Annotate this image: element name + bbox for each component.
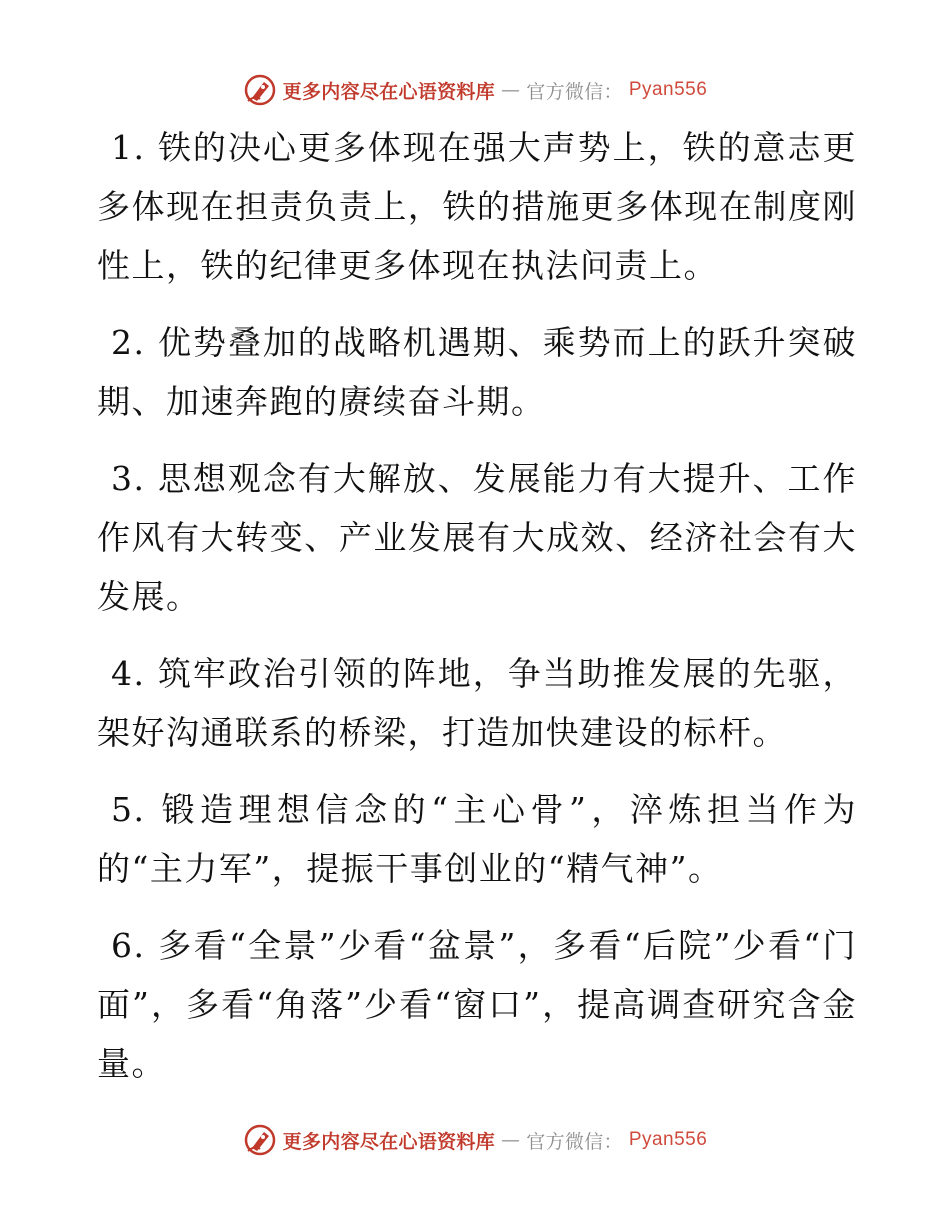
pen-nib-circle-icon xyxy=(243,1123,277,1157)
header-watermark xyxy=(0,70,950,110)
watermark-separator: — xyxy=(500,1129,521,1151)
paragraph-5: 5. 锻造理想信念的“主心骨”，淬炼担当作为的“主力军”，提振干事创业的“精气神”。 xyxy=(97,790,857,888)
watermark-separator: — xyxy=(500,79,521,101)
watermark-brand: 更多内容尽在心语资料库 xyxy=(282,80,495,103)
document-body xyxy=(97,118,857,1111)
paragraph-3: 3. 思想观念有大解放、发展能力有大提升、工作作风有大转变、产业发展有大成效、经济社会有大发展。 xyxy=(97,459,857,616)
watermark-wechat-id: Pyan556 xyxy=(628,1129,708,1150)
watermark-label: 官方微信： xyxy=(526,80,623,103)
footer-watermark xyxy=(0,1120,950,1160)
pen-nib-circle-icon xyxy=(243,73,277,107)
watermark-label: 官方微信： xyxy=(526,1130,623,1153)
watermark-wechat-id: Pyan556 xyxy=(628,79,708,100)
watermark-brand: 更多内容尽在心语资料库 xyxy=(282,1130,495,1153)
paragraph-6: 6. 多看“全景”少看“盆景”，多看“后院”少看“门面”，多看“角落”少看“窗口”，提高调查研究含金量。 xyxy=(97,926,857,1083)
paragraph-1: 1. 铁的决心更多体现在强大声势上，铁的意志更多体现在担责负责上，铁的措施更多体现在制度刚性上，铁的纪律更多体现在执法问责上。 xyxy=(97,128,857,285)
paragraph-4: 4. 筑牢政治引领的阵地，争当助推发展的先驱，架好沟通联系的桥梁，打造加快建设的标杆。 xyxy=(97,654,857,752)
paragraph-2: 2. 优势叠加的战略机遇期、乘势而上的跃升突破期、加速奔跑的赓续奋斗期。 xyxy=(97,323,857,421)
